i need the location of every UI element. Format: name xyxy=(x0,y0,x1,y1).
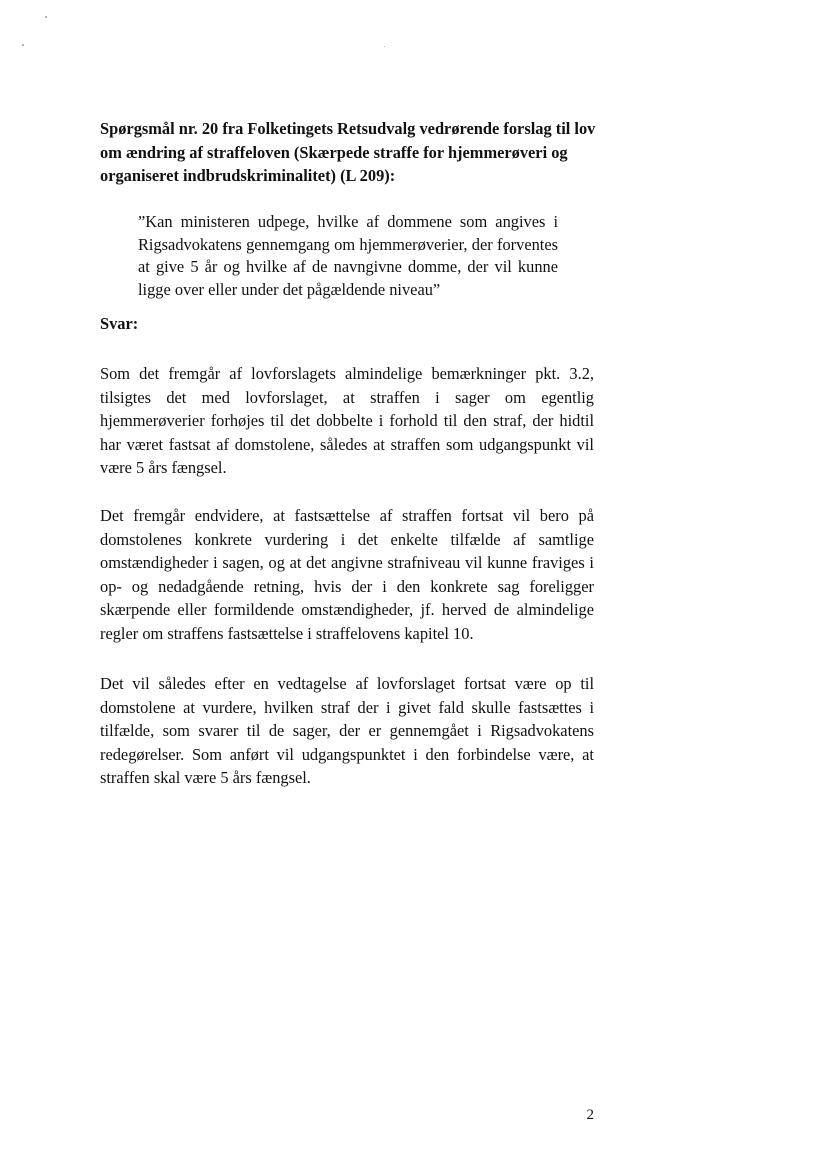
scan-speck xyxy=(384,46,385,47)
answer-paragraph-2: Det fremgår endvidere, at fastsættelse af straffen fortsat vil bero på domstolenes konkrete vurdering i det enkelte tilfælde af samtlige omstændigheder i sagen, og at det angivne strafniveau vil kunne fraviges i op- og nedadgående retning, hvis der i den konkrete sag foreligger skærpende eller formildende omstændigheder, jf. herved de almindelige regler om straffens fastsættelse i straffelovens kapitel 10. xyxy=(100,506,594,643)
question-heading: Spørgsmål nr. 20 fra Folketingets Retsudvalg vedrørende forslag til lov om ændring af straffeloven (Skærpede straffe for hjemmerøveri og organiseret indbrudskriminalitet) (L 209): xyxy=(100,119,596,186)
scan-speck xyxy=(22,44,24,46)
answer-paragraph-1: Som det fremgår af lovforslagets almindelige bemærkninger pkt. 3.2, tilsigtes det med lovforslaget, at straffen i sager om egentlig hjemmerøverier forhøjes til det dobbelte i forhold til den straf, der hidtil har været fastsat af domstolene, således at straffen som udgangspunkt vil være 5 års fængsel. xyxy=(100,364,594,478)
question-quote: ”Kan ministeren udpege, hvilke af dommene som angives i Rigsadvokatens gennemgang om hjemmerøverier, der forventes at give 5 år og hvilke af de navngivne domme, der vil kunne ligge over eller under det pågældende niveau” xyxy=(138,212,558,299)
answer-label: Svar: xyxy=(100,314,139,333)
page-number: 2 xyxy=(586,1107,594,1123)
answer-paragraph-3: Det vil således efter en vedtagelse af lovforslaget fortsat være op til domstolene at vurdere, hvilken straf der i givet fald skulle fastsættes i tilfælde, som svarer til de sager, der er gennemgået i Rigsadvokatens redegørelser. Som anført vil udgangspunktet i den forbindelse være, at straffen skal være 5 års fængsel. xyxy=(100,674,594,788)
scan-speck xyxy=(45,16,47,18)
